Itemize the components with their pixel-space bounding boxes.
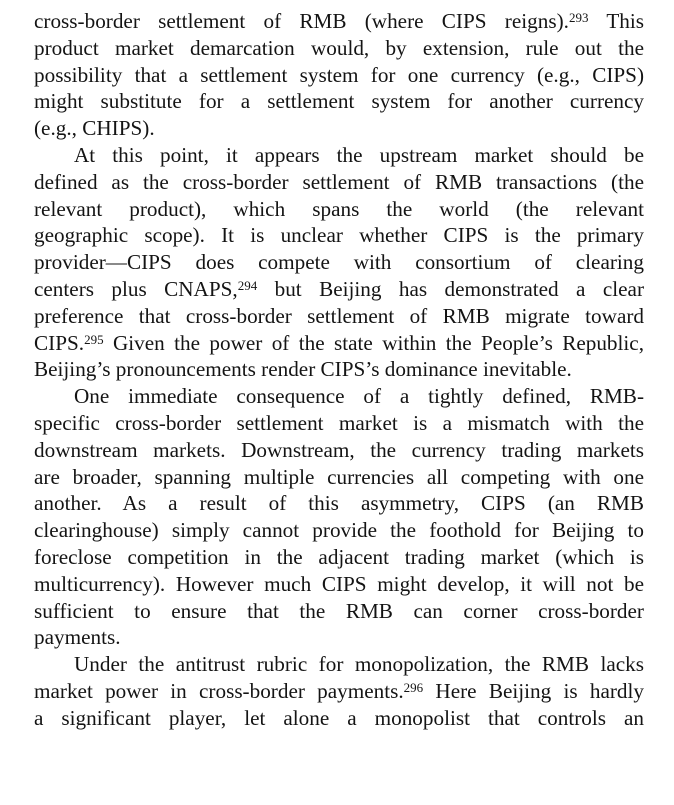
text-line bbox=[34, 490, 644, 517]
text-line bbox=[34, 88, 644, 115]
text-line bbox=[34, 196, 644, 223]
footnote-marker[interactable]: 293 bbox=[568, 10, 589, 25]
paragraph bbox=[34, 142, 644, 383]
text-run: clearinghouse) simply cannot provide the foothold for Beijing to bbox=[34, 518, 644, 543]
text-line bbox=[34, 356, 644, 383]
footnote-marker[interactable]: 295 bbox=[84, 331, 104, 347]
text-line bbox=[34, 705, 644, 732]
text-run: but Beijing has demonstrated a clear bbox=[257, 276, 644, 301]
text-run: This bbox=[588, 9, 644, 33]
text-run: One immediate consequence of a tightly defined, RMB- bbox=[74, 384, 644, 409]
text-run: Here Beijing is hardly bbox=[423, 678, 644, 703]
text-line bbox=[34, 571, 644, 598]
text-run: multicurrency). However much CIPS might develop, it will not be bbox=[34, 571, 644, 596]
text-run: cross-border settlement of RMB (where CIPS reigns). bbox=[34, 9, 569, 33]
text-run: centers plus CNAPS, bbox=[34, 276, 238, 301]
text-run: a significant player, let alone a monopolist that controls an bbox=[34, 705, 644, 730]
footnote-marker[interactable]: 296 bbox=[403, 679, 424, 695]
text-line bbox=[34, 169, 644, 196]
text-run: product market demarcation would, by extension, rule out the bbox=[34, 35, 644, 60]
paragraph bbox=[34, 383, 644, 651]
text-line bbox=[34, 517, 644, 544]
text-run: CIPS. bbox=[34, 330, 85, 355]
text-line bbox=[34, 303, 644, 330]
text-run: At this point, it appears the upstream market should be bbox=[74, 142, 644, 167]
text-run: Beijing’s pronouncements render CIPS’s dominance inevitable. bbox=[34, 357, 572, 382]
text-run: another. As a result of this asymmetry, CIPS (an RMB bbox=[34, 491, 644, 516]
text-line bbox=[34, 544, 644, 571]
text-run: Given the power of the state within the People’s Republic, bbox=[103, 330, 644, 355]
text-run: payments. bbox=[34, 625, 121, 650]
text-run: relevant product), which spans the world (the relevant bbox=[34, 196, 644, 221]
text-line bbox=[34, 651, 644, 678]
text-line bbox=[34, 8, 644, 35]
text-run: defined as the cross-border settlement of RMB transactions (the bbox=[34, 169, 644, 194]
text-line bbox=[34, 330, 644, 357]
paragraph bbox=[34, 651, 644, 731]
text-run: are broader, spanning multiple currencies all competing with one bbox=[34, 464, 644, 489]
text-line bbox=[34, 142, 644, 169]
text-run: foreclose competition in the adjacent trading market (which is bbox=[34, 544, 644, 569]
text-line bbox=[34, 249, 644, 276]
text-run: sufficient to ensure that the RMB can corner cross-border bbox=[34, 598, 644, 623]
text-line bbox=[34, 464, 644, 491]
text-line bbox=[34, 383, 644, 410]
text-run: market power in cross-border payments. bbox=[34, 678, 404, 703]
text-line bbox=[34, 410, 644, 437]
text-line bbox=[34, 35, 644, 62]
paragraph bbox=[34, 8, 644, 142]
text-line bbox=[34, 222, 644, 249]
text-run: (e.g., CHIPS). bbox=[34, 116, 155, 141]
text-run: might substitute for a settlement system for another currency bbox=[34, 89, 644, 114]
text-line bbox=[34, 678, 644, 705]
text-line bbox=[34, 437, 644, 464]
text-run: Under the antitrust rubric for monopolization, the RMB lacks bbox=[74, 652, 644, 677]
text-line bbox=[34, 115, 644, 142]
text-run: specific cross-border settlement market is a mismatch with the bbox=[34, 410, 644, 435]
body-text bbox=[34, 8, 644, 732]
text-line bbox=[34, 62, 644, 89]
text-run: geographic scope). It is unclear whether CIPS is the primary bbox=[34, 223, 644, 248]
text-run: preference that cross-border settlement of RMB migrate toward bbox=[34, 303, 644, 328]
text-line bbox=[34, 598, 644, 625]
footnote-marker[interactable]: 294 bbox=[237, 277, 258, 293]
text-run: possibility that a settlement system for one currency (e.g., CIPS) bbox=[34, 62, 644, 87]
text-run: provider—CIPS does compete with consortium of clearing bbox=[34, 250, 644, 275]
text-run: downstream markets. Downstream, the currency trading markets bbox=[34, 437, 644, 462]
text-line bbox=[34, 624, 644, 651]
text-line bbox=[34, 276, 644, 303]
